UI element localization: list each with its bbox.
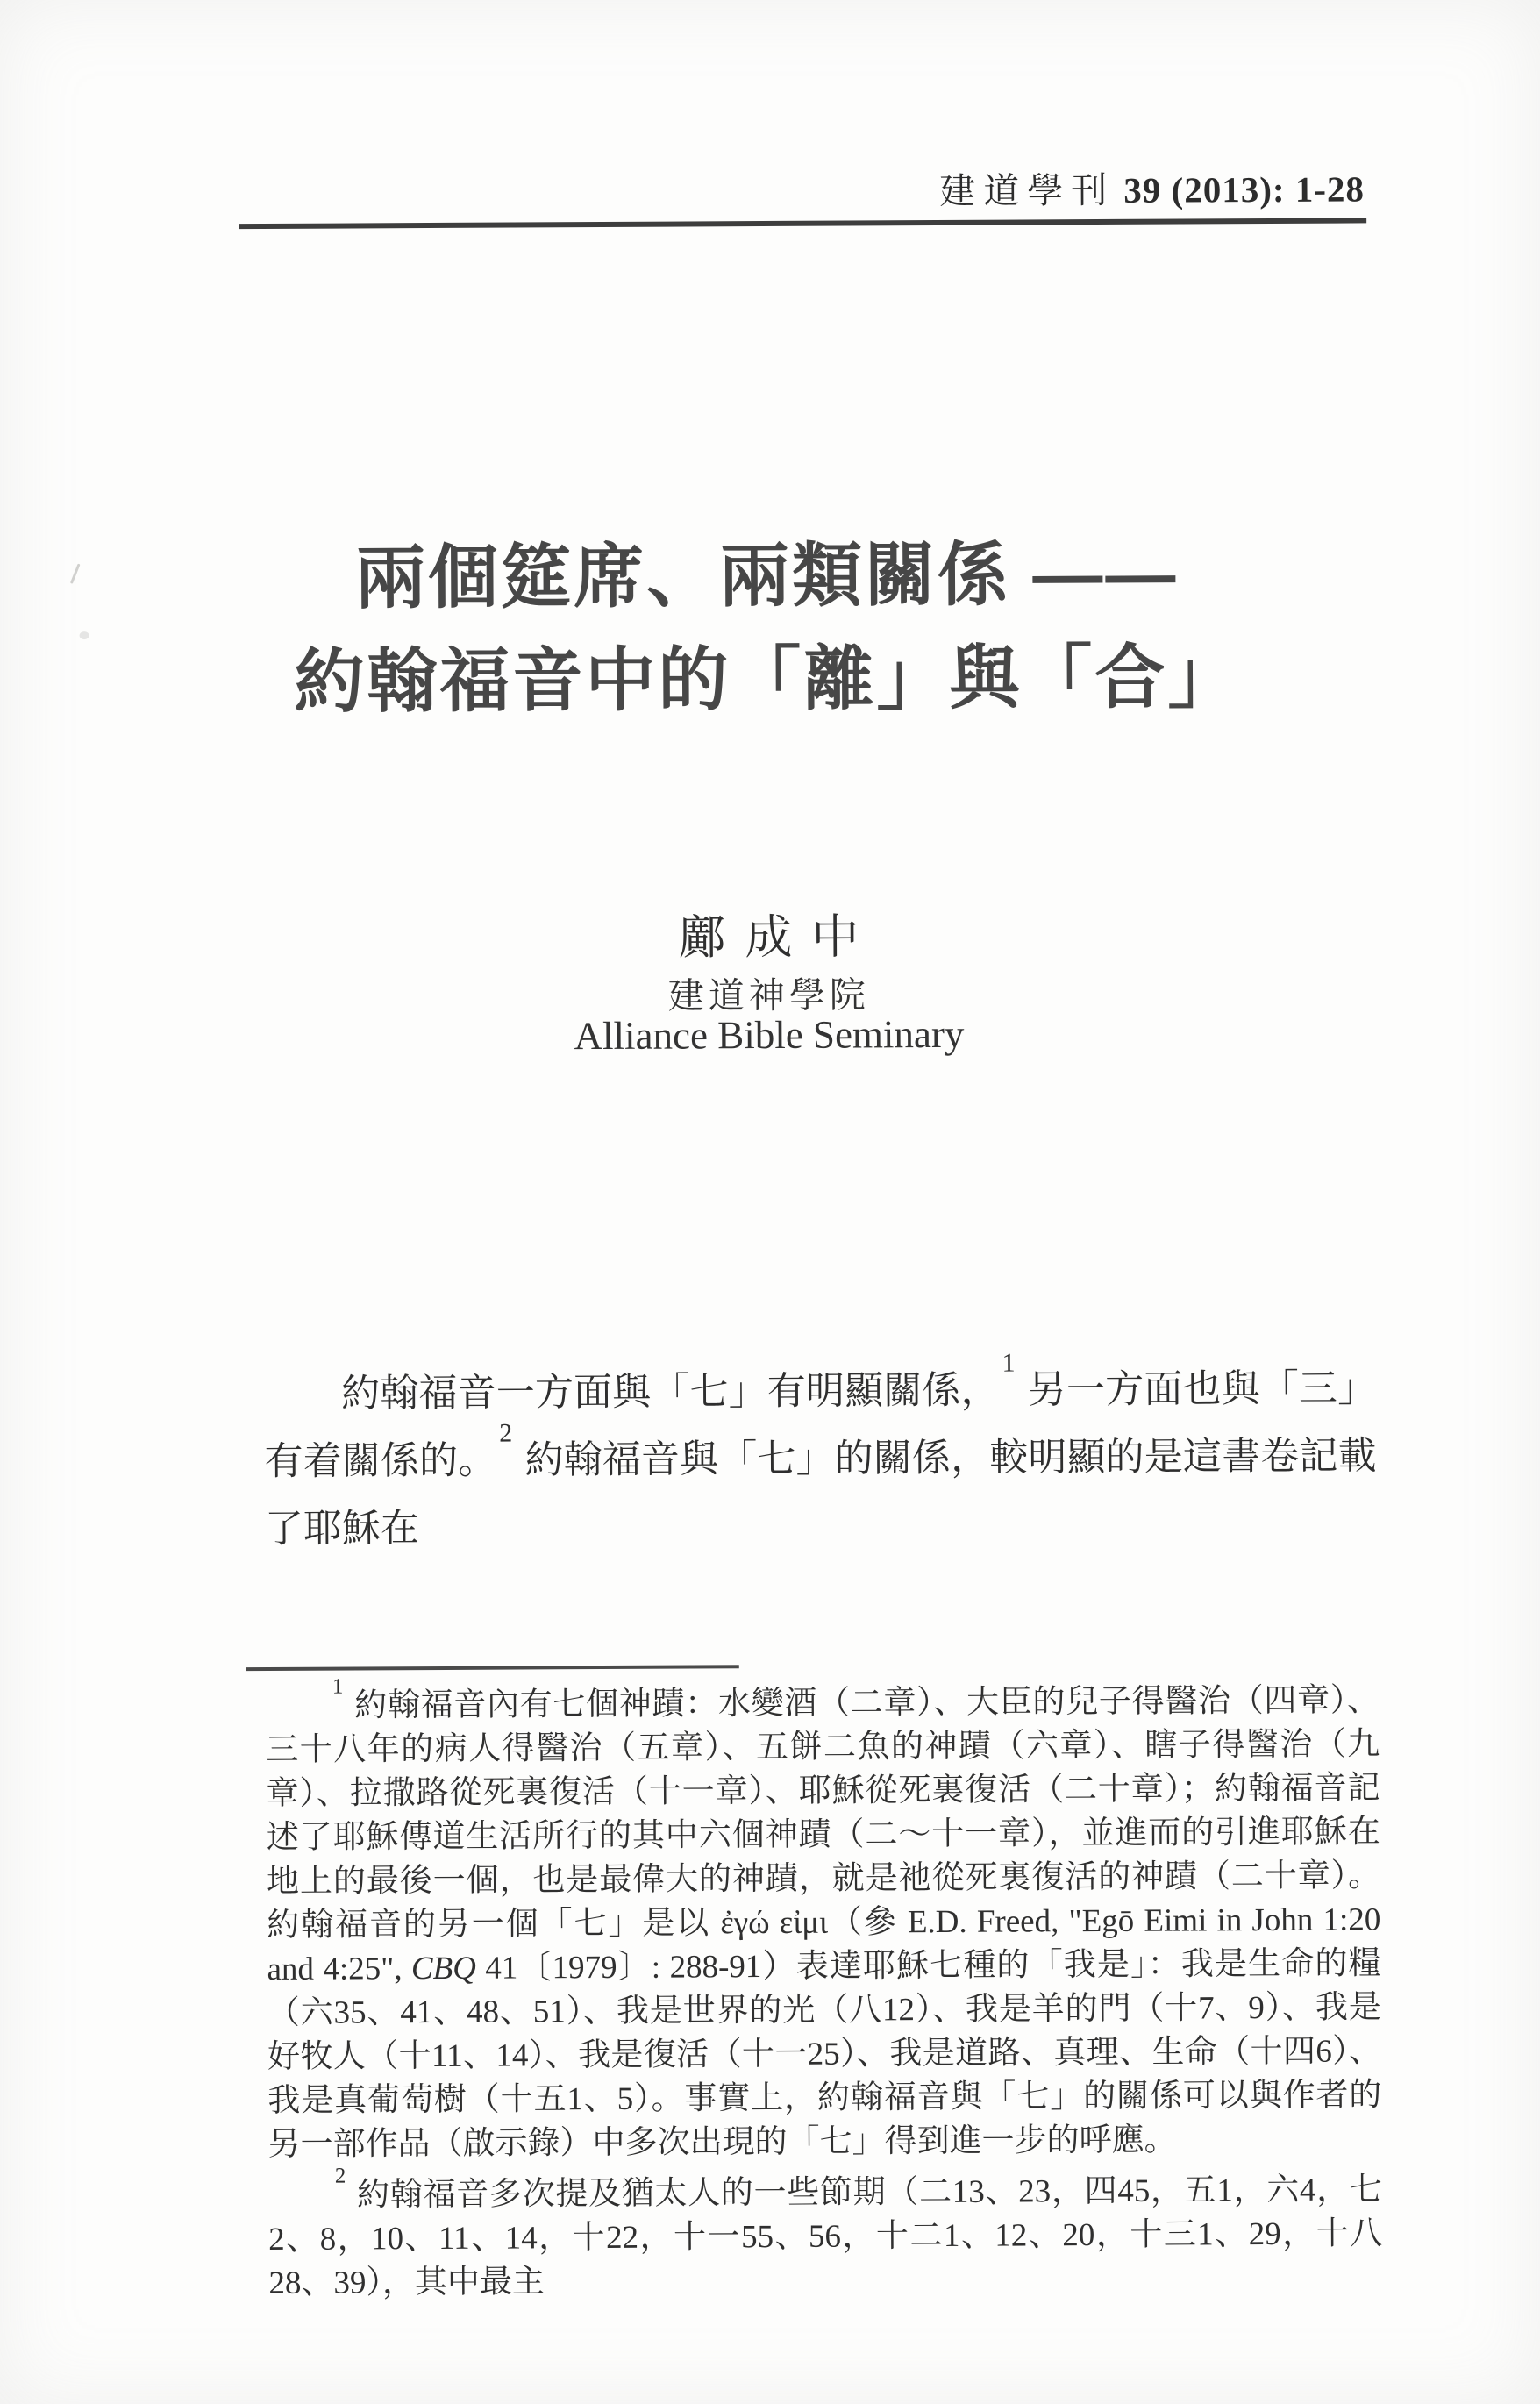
- body-segment-3: 約翰福音與「七」的關係，較明顯的是這書卷記載了耶穌在: [264, 1434, 1377, 1552]
- footnote-2-text: 約翰福音多次提及猶太人的一些節期（二13、23，四45，五1，六4，七2、8，10、11、14，十22，十一55、56，十二1、12、20，十三1、29，十八28、39），其中最主: [268, 2172, 1383, 2302]
- footnote-1-marker: 1: [332, 1674, 344, 1699]
- scan-artifact-dot: [80, 631, 89, 639]
- body-segment-1: 約翰福音一方面與「七」有明顯關係，: [341, 1368, 1000, 1416]
- footnote-1-text-b: 41〔1979〕: 288-91）表達耶穌七種的「我是」：我是生命的糧（六35、41、48、51）、我是世界的光（八12）、我是羊的門（十7、9）、我是好牧人（十11、14）、我是復活（十一25）、我是道路、真理、生命（十四6）、我是真葡萄樹（十五1、5）。事實上，約翰福音與「七」的關係可以與作者的另一部作品（啟示錄）中多次出現的「七」得到進一步的呼應。: [267, 1945, 1382, 2164]
- author-name: 鄺成中: [678, 910, 879, 965]
- scan-artifact-mark: [70, 563, 81, 583]
- article-title-line1: 兩個筵席、兩類關係 ——: [354, 534, 1179, 617]
- body-paragraph: [264, 1348, 1377, 1563]
- footnote-2: [268, 2164, 1383, 2306]
- journal-name: 建道學刊: [939, 169, 1116, 211]
- header-rule: [239, 218, 1366, 229]
- body-segment-2: 另一方面也與「三」有着關係的。: [264, 1366, 1377, 1484]
- footnote-separator-rule: [246, 1665, 739, 1671]
- article-title: [203, 522, 1331, 735]
- affiliation-english: Alliance Bible Seminary: [574, 1011, 965, 1059]
- journal-citation: [939, 160, 1365, 214]
- article-title-line2: 約翰福音中的「離」與「合」: [294, 638, 1241, 721]
- footnote-2-marker: 2: [334, 2164, 346, 2188]
- affiliation-chinese: 建道神學院: [667, 974, 870, 1017]
- footnote-ref-1: 1: [1002, 1348, 1016, 1378]
- footnote-1-text-a: 約翰福音內有七個神蹟：水變酒（二章）、大臣的兒子得醫治（四章）、三十八年的病人得醫治（五章）、五餅二魚的神蹟（六章）、瞎子得醫治（九章）、拉撒路從死裏復活（十一章）、耶穌從死裏復活（二十章）；約翰福音記述了耶穌傳道生活所行的其中六個神蹟（二～十一章），並進而的引進耶穌在地上的最後一個，也是最偉大的神蹟，就是祂從死裏復活的神蹟（二十章）。約翰福音的另一個「七」是以 ἐγώ εἰμι（參 E.D. Freed, "Egō Eimi in John 1:20 and 4:25",: [266, 1682, 1381, 1988]
- journal-title-italic: CBQ: [410, 1950, 477, 1987]
- footnotes-section: [266, 1674, 1383, 2306]
- footnote-ref-2: 2: [499, 1418, 513, 1448]
- journal-issue-pages: 39 (2013): 1-28: [1123, 168, 1365, 210]
- footnote-1: [266, 1674, 1382, 2167]
